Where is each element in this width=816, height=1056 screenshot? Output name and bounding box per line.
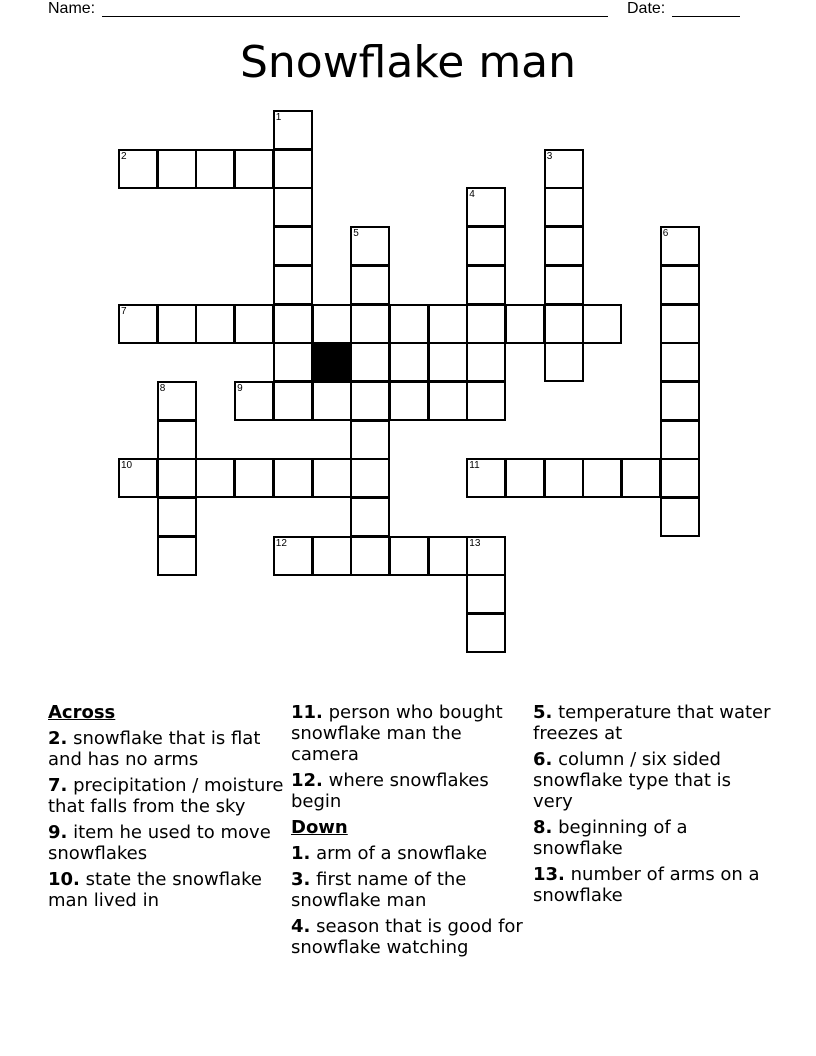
- clue-down-3: [291, 869, 529, 911]
- clue-number: 8.: [533, 817, 553, 838]
- clue-text: precipitation / moisture that falls from the sky: [48, 775, 284, 817]
- grid-cell[interactable]: [195, 149, 235, 189]
- clue-text: beginning of a snowflake: [533, 817, 688, 859]
- grid-cell[interactable]: [350, 497, 390, 537]
- clue-down-5: [533, 702, 771, 744]
- grid-cell[interactable]: [350, 420, 390, 460]
- grid-cell[interactable]: [544, 304, 584, 344]
- grid-cell[interactable]: [660, 265, 700, 305]
- grid-cell[interactable]: [505, 458, 545, 498]
- across-heading: Across: [48, 702, 116, 723]
- grid-cell[interactable]: [273, 458, 313, 498]
- grid-cell[interactable]: [157, 420, 197, 460]
- grid-cell[interactable]: [157, 497, 197, 537]
- clue-column-3: [533, 702, 771, 911]
- grid-cell[interactable]: [157, 458, 197, 498]
- grid-cell[interactable]: [234, 304, 274, 344]
- grid-cell[interactable]: [660, 304, 700, 344]
- grid-cell[interactable]: [544, 458, 584, 498]
- clue-text: season that is good for snowflake watching: [291, 916, 523, 958]
- clue-text: number of arms on a snowflake: [533, 864, 760, 906]
- clue-start-number: 7: [121, 305, 127, 317]
- clue-number: 10.: [48, 869, 80, 890]
- clue-number: 6.: [533, 749, 553, 770]
- grid-cell[interactable]: [660, 381, 700, 421]
- clue-column-2: [291, 702, 529, 963]
- clue-across-10: [48, 869, 286, 911]
- clue-text: state the snowflake man lived in: [48, 869, 262, 911]
- grid-cell[interactable]: [544, 342, 584, 382]
- clue-number: 4.: [291, 916, 311, 937]
- clue-down-4: [291, 916, 529, 958]
- grid-cell[interactable]: [312, 458, 352, 498]
- down-heading: Down: [291, 817, 348, 838]
- grid-cell[interactable]: [273, 265, 313, 305]
- grid-cell[interactable]: [157, 304, 197, 344]
- clue-across-7: [48, 775, 286, 817]
- grid-cell[interactable]: [273, 342, 313, 382]
- grid-cell[interactable]: [389, 536, 429, 576]
- clue-column-1: [48, 702, 286, 916]
- clue-start-number: 3: [546, 150, 553, 162]
- grid-cell[interactable]: [350, 458, 390, 498]
- grid-cell[interactable]: [389, 304, 429, 344]
- clue-start-number: 12: [275, 537, 287, 549]
- grid-cell[interactable]: [544, 187, 584, 227]
- clue-text: arm of a snowflake: [316, 843, 488, 864]
- grid-cell[interactable]: [273, 226, 313, 266]
- grid-cell[interactable]: [312, 381, 352, 421]
- clue-across-12: [291, 770, 529, 812]
- clue-text: item he used to move snowflakes: [48, 822, 271, 864]
- grid-cell[interactable]: [350, 381, 390, 421]
- grid-cell[interactable]: [466, 342, 506, 382]
- clue-start-number: 10: [121, 460, 133, 472]
- grid-cell[interactable]: [582, 304, 622, 344]
- clue-number: 13.: [533, 864, 565, 885]
- clue-start-number: 13: [469, 537, 481, 549]
- clue-start-number: 8: [159, 382, 166, 394]
- clue-start-number: 5: [353, 228, 359, 240]
- clue-down-8: [533, 817, 771, 859]
- grid-cell[interactable]: [273, 187, 313, 227]
- clue-start-number: 6: [662, 228, 669, 240]
- grid-cell[interactable]: [195, 458, 235, 498]
- grid-cell[interactable]: [312, 304, 352, 344]
- grid-cell[interactable]: [621, 458, 661, 498]
- grid-cell[interactable]: [350, 304, 390, 344]
- clue-text: snowflake that is flat and has no arms: [48, 728, 261, 770]
- grid-cell[interactable]: [660, 497, 700, 537]
- clue-number: 2.: [48, 728, 68, 749]
- clue-number: 9.: [48, 822, 68, 843]
- grid-cell[interactable]: [660, 458, 700, 498]
- grid-cell[interactable]: [195, 304, 235, 344]
- clue-text: temperature that water freezes at: [533, 702, 771, 744]
- grid-cell[interactable]: [234, 149, 274, 189]
- clue-number: 1.: [291, 843, 311, 864]
- clue-down-1: [291, 843, 529, 864]
- grid-cell[interactable]: [428, 536, 468, 576]
- grid-cell[interactable]: [157, 536, 197, 576]
- grid-cell[interactable]: [466, 265, 506, 305]
- grid-cell[interactable]: [544, 226, 584, 266]
- clue-start-number: 11: [469, 460, 480, 472]
- clue-start-number: 9: [237, 382, 243, 394]
- grid-cell[interactable]: [234, 458, 274, 498]
- grid-cell[interactable]: [428, 304, 468, 344]
- grid-cell[interactable]: [544, 265, 584, 305]
- blocked-cell: [312, 342, 352, 382]
- clue-across-9: [48, 822, 286, 864]
- grid-cell[interactable]: [466, 304, 506, 344]
- clue-number: 12.: [291, 770, 323, 791]
- clue-start-number: 2: [121, 150, 127, 162]
- name-label: Name:: [48, 0, 96, 17]
- grid-cell[interactable]: [273, 381, 313, 421]
- grid-cell[interactable]: [350, 342, 390, 382]
- grid-cell[interactable]: [157, 149, 197, 189]
- grid-cell[interactable]: [660, 420, 700, 460]
- date-label: Date:: [627, 0, 666, 17]
- grid-cell[interactable]: [273, 149, 313, 189]
- grid-cell[interactable]: [273, 304, 313, 344]
- clue-start-number: 4: [469, 189, 475, 201]
- grid-cell[interactable]: [505, 304, 545, 344]
- grid-cell[interactable]: [582, 458, 622, 498]
- grid-cell[interactable]: [466, 226, 506, 266]
- clue-text: where snowflakes begin: [291, 770, 489, 812]
- clue-text: first name of the snowflake man: [291, 869, 467, 911]
- clue-across-11: [291, 702, 529, 765]
- grid-cell[interactable]: [660, 342, 700, 382]
- page-title: Snowflake man: [239, 37, 577, 88]
- clue-across-2: [48, 728, 286, 770]
- clue-text: column / six sided snowflake type that is very: [533, 749, 732, 812]
- grid-cell[interactable]: [466, 613, 506, 653]
- grid-cell[interactable]: [466, 574, 506, 614]
- grid-cell[interactable]: [466, 381, 506, 421]
- grid-cell[interactable]: [312, 536, 352, 576]
- grid-cell[interactable]: [428, 381, 468, 421]
- grid-cell[interactable]: [350, 536, 390, 576]
- grid-cell[interactable]: [428, 342, 468, 382]
- clue-text: person who bought snowflake man the camera: [291, 702, 503, 765]
- clue-number: 3.: [291, 869, 311, 890]
- grid-cell[interactable]: [350, 265, 390, 305]
- clue-down-6: [533, 749, 771, 812]
- grid-cell[interactable]: [389, 342, 429, 382]
- clue-number: 5.: [533, 702, 553, 723]
- clue-start-number: 1: [275, 112, 282, 123]
- clue-list: [48, 702, 778, 992]
- clue-down-13: [533, 864, 771, 906]
- grid-cell[interactable]: [389, 381, 429, 421]
- clue-number: 7.: [48, 775, 68, 796]
- clue-number: 11.: [291, 702, 323, 723]
